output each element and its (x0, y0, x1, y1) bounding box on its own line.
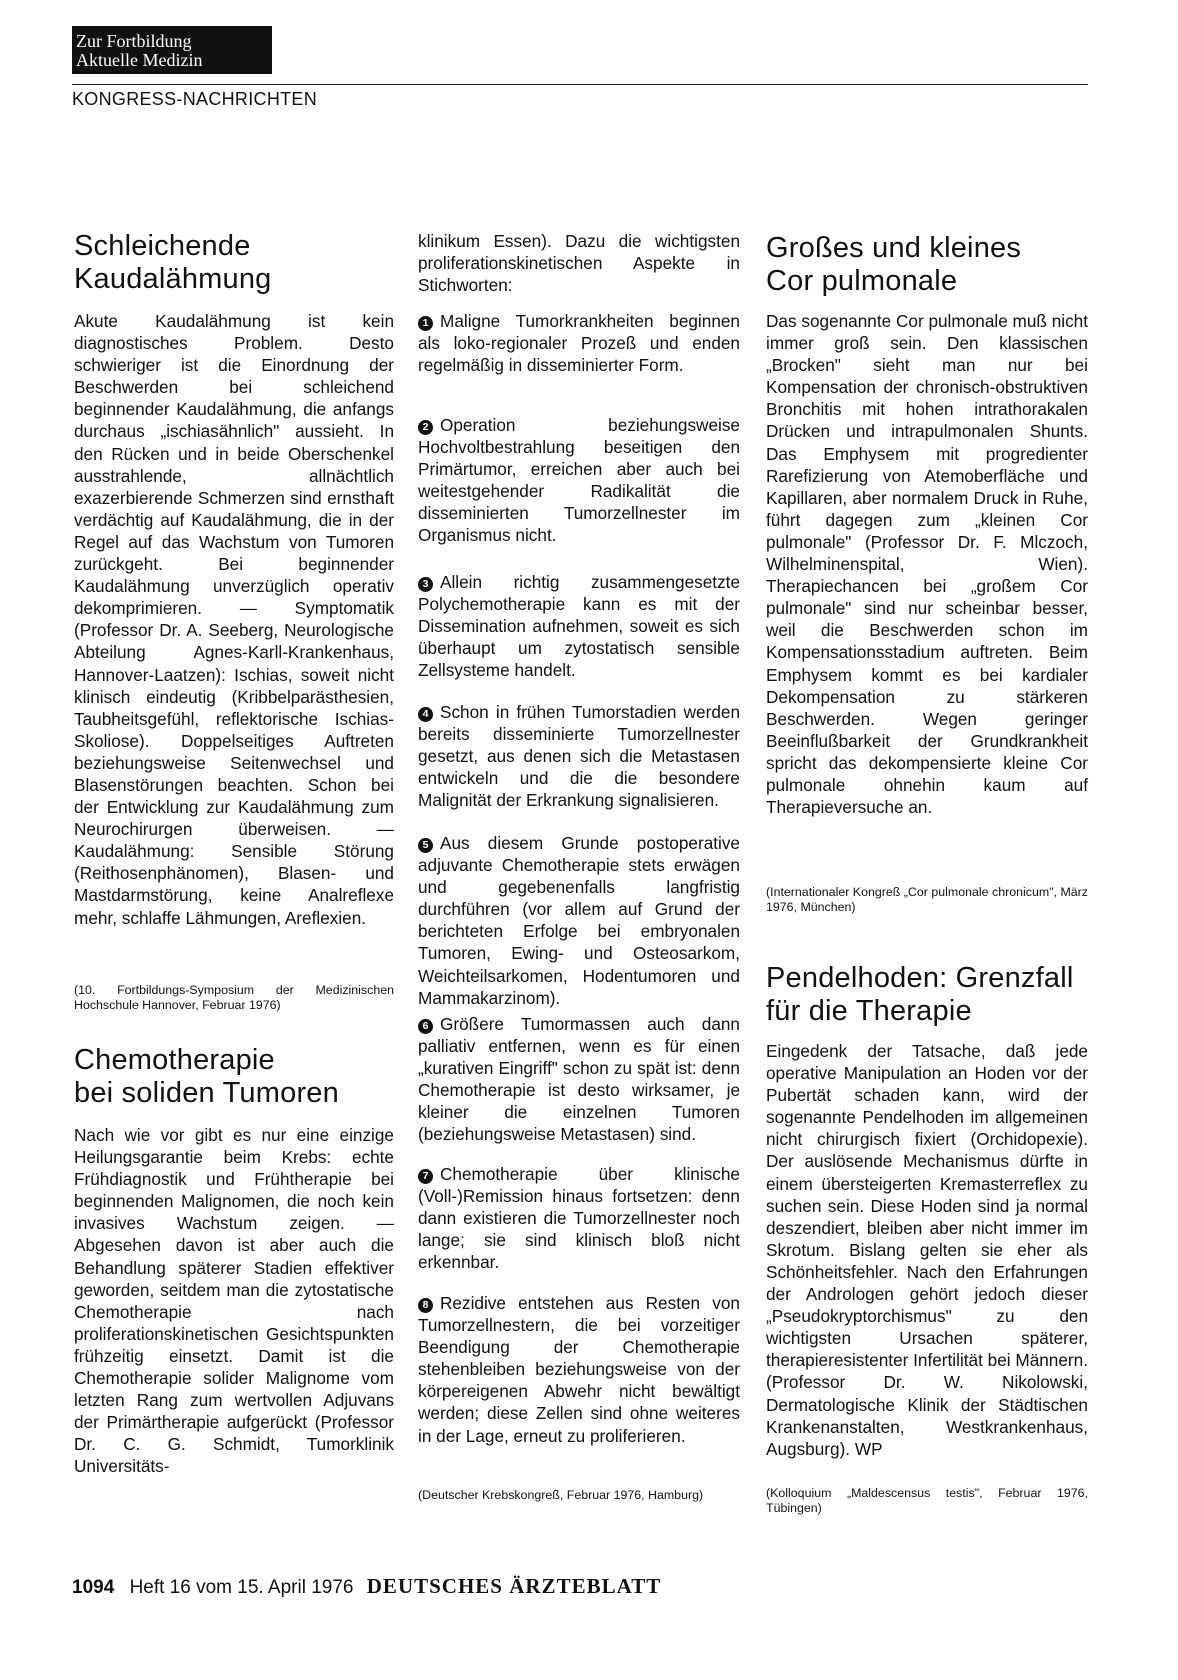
section-heading: KONGRESS-NACHRICHTEN (72, 89, 318, 109)
badge-line-1: Zur Fortbildung (76, 31, 192, 51)
number-bullet-icon: 6 (418, 1019, 433, 1034)
section-badge (72, 26, 272, 74)
list-item: 7 Chemotherapie über klinische (Voll-)Remission hinaus fortsetzen: denn dann existieren die Tumorzellnester noch lange; sie sind klinisch bloß nicht erkennbar. (418, 1164, 740, 1273)
number-bullet-icon: 5 (418, 838, 433, 853)
article-source-kaudalaehmung: (10. Fortbildungs-Symposium der Medizinischen Hochschule Hannover, Februar 1976) (74, 983, 394, 1012)
article-title-cor-pulmonale: Großes und kleines Cor pulmonale (766, 232, 1022, 297)
article-title-chemotherapie: Chemotherapie bei soliden Tumoren (74, 1044, 339, 1109)
list-item: 2 Operation beziehungsweise Hochvoltbestrahlung beseitigen den Primärtumor, erreichen aber auch bei weitestgehender Radikalität die disseminierten Tumorzellnester im Organismus nicht. (418, 415, 740, 546)
article-body-cor-pulmonale: Das sogenannte Cor pulmonale muß nicht immer groß sein. Den klassischen „Brocken" sieht man nur bei Kompensation der chronisch-obstruktiven Bronchitis mit hohen intrathorakalen Drücken und intrapulmonalen Shunts. Das Emphysem mit progredienter Rarefizierung von Atemoberfläche und Kapillaren, aber normalem Druck in Ruhe, führt dagegen zum „kleinen Cor pulmonale" (Professor Dr. F. Mlczoch, Wilhelminenspital, Wien). Therapiechancen bei „großem Cor pulmonale" sind nur scheinbar besser, weil die Beschwerden schon im Kompensationsstadium auftreten. Beim Emphysem kommt es bei kardialer Dekompensation zu stärkeren Beschwerden. Wegen geringer Beeinflußbarkeit der Grundkrankheit spricht das dekompensierte kleine Cor pulmonale ohnehin kaum auf Therapieversuche an. (766, 311, 1088, 818)
number-bullet-icon: 3 (418, 577, 433, 592)
article-source-cor-pulmonale: (Internationaler Kongreß „Cor pulmonale chronicum", März 1976, München) (766, 885, 1088, 914)
article-title-pendelhoden: Pendelhoden: Grenzfall für die Therapie (766, 962, 1074, 1027)
header-rule (72, 84, 1088, 85)
list-item: 5 Aus diesem Grunde postoperative adjuvante Chemotherapie stets erwägen und gegebenenfalls langfristig durchführen (vor allem auf Grund der berichteten Erfolge bei embryonalen Tumoren, Ewing- und Osteosarkom, Weichteilsarkomen, Hodentumoren und Mammakarzinom). (418, 833, 740, 1008)
page-number: 1094 (72, 1577, 115, 1598)
number-bullet-icon: 7 (418, 1169, 433, 1184)
list-item: 4 Schon in frühen Tumorstadien werden bereits disseminierte Tumorzellnester gesetzt, aus denen sich die Metastasen entwickeln und die die besondere Malignität der Erkrankung signalisieren. (418, 702, 740, 811)
list-item: 8 Rezidive entstehen aus Resten von Tumorzellnestern, die bei vorzeitiger Beendigung der Chemotherapie stehenbleiben beziehungsweise von der körpereigenen Abwehr nicht bewältigt werden; diese Zellen sind ohne weiteres in der Lage, erneut zu proliferieren. (418, 1293, 740, 1446)
journal-name: DEUTSCHES ÄRZTEBLATT (366, 1574, 662, 1598)
chemo-intro: klinikum Essen). Dazu die wichtigsten proliferationskinetischen Aspekte in Stichworten: (418, 231, 740, 296)
number-bullet-icon: 1 (418, 316, 433, 331)
article-source-chemotherapie: (Deutscher Krebskongreß, Februar 1976, Hamburg) (418, 1488, 704, 1502)
article-body-pendelhoden: Eingedenk der Tatsache, daß jede operative Manipulation an Hoden vor der Pubertät schaden kann, wird der sogenannte Pendelhoden im allgemeinen nicht chirurgisch fixiert (Orchidopexie). Der auslösende Mechanismus dürfte in einem übersteigerten Kremasterreflex zu suchen sein. Diese Hoden sind ja normal deszendiert, bleiben aber nicht immer im Skrotum. Bislang gelten sie eher als Schönheitsfehler. Nach den Erfahrungen der Andrologen gehört jedoch dieser „Pseudokryptorchismus" zu den wichtigsten Ursachen späterer, therapieresistenter Infertilität bei Männern. (Professor Dr. W. Nikolowski, Dermatologische Klinik der Städtischen Krankenanstalten, Westkrankenhaus, Augsburg). WP (766, 1041, 1088, 1459)
number-bullet-icon: 2 (418, 420, 433, 435)
article-source-pendelhoden: (Kolloquium „Maldescensus testis", Februar 1976, Tübingen) (766, 1486, 1088, 1515)
badge-line-2: Aktuelle Medizin (76, 50, 203, 70)
article-title-kaudalaehmung: Schleichende Kaudalähmung (74, 230, 272, 295)
page-footer (72, 1574, 661, 1599)
article-body-chemotherapie: Nach wie vor gibt es nur eine einzige Heilungsgarantie beim Krebs: echte Frühdiagnostik und Frühtherapie bei beginnenden Malignomen, die noch kein invasives Wachstum zeigen. — Abgesehen davon ist aber auch die Behandlung späterer Stadien effektiver geworden, seitdem man die zytostatische Chemotherapie nach proliferationskinetischen Gesichtspunkten frühzeitig einsetzt. Damit ist die Chemotherapie solider Malignome vom letzten Rang zum wertvollen Adjuvans der Primärtherapie aufgerückt (Professor Dr. C. G. Schmidt, Tumorklinik Universitäts- (74, 1125, 394, 1477)
number-bullet-icon: 8 (418, 1298, 433, 1313)
article-body-kaudalaehmung: Akute Kaudalähmung ist kein diagnostisches Problem. Desto schwieriger ist die Einordnung der Beschwerden bei schleichend beginnender Kaudalähmung, die anfangs durchaus „ischiasähnlich" aussieht. In den Rücken und in beide Oberschenkel ausstrahlende, allnächtlich exazerbierende Schmerzen sind ernsthaft verdächtig auf Kaudalähmung, die in der Regel auf das Wachstum von Tumoren zurückgeht. Bei beginnender Kaudalähmung unverzüglich operativ dekomprimieren. — Symptomatik (Professor Dr. A. Seeberg, Neurologische Abteilung Agnes-Karll-Krankenhaus, Hannover-Laatzen): Ischias, soweit nicht klinisch eindeutig (Kribbelparästhesien, Taubheitsgefühl, reflektorische Ischias-Skoliose). Doppelseitiges Auftreten beziehungsweise Seitenwechsel und Blasenstörungen beachten. Schon bei der Entwicklung zur Kaudalähmung zum Neurochirurgen überweisen. — Kaudalähmung: Sensible Störung (Reithosenphänomen), Blasen- und Mastdarmstörung, keine Analreflexe mehr, schlaffe Lähmungen, Areflexien. (74, 311, 394, 928)
list-item: 6 Größere Tumormassen auch dann palliativ entfernen, wenn es für einen „kurativen Eingriff" schon zu spät ist: denn Chemotherapie ist desto wirksamer, je kleiner die einzelnen Tumoren (beziehungsweise Metastasen) sind. (418, 1014, 740, 1145)
number-bullet-icon: 4 (418, 707, 433, 722)
issue-info: Heft 16 vom 15. April 1976 (129, 1577, 354, 1598)
list-item: 3 Allein richtig zusammengesetzte Polychemotherapie kann es mit der Dissemination aufnehmen, soweit es sich überhaupt um zytostatisch sensible Zellsysteme handelt. (418, 572, 740, 681)
list-item: 1 Maligne Tumorkrankheiten beginnen als loko-regionaler Prozeß und enden regelmäßig in disseminierter Form. (418, 311, 740, 376)
